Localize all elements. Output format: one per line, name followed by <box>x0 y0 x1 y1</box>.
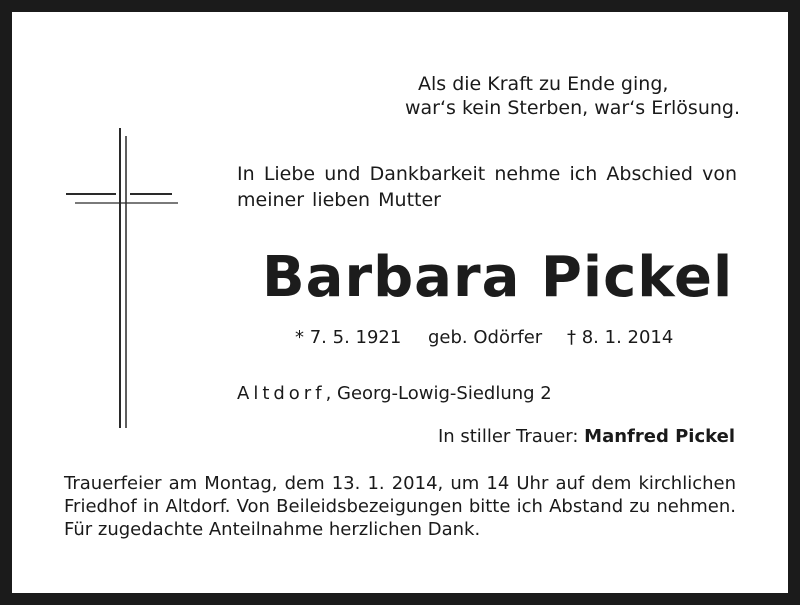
address <box>237 382 657 406</box>
deceased-name: Barbara Pickel <box>262 245 734 310</box>
mourner-signature <box>400 425 735 449</box>
verse-line: war‘s kein Sterben, war‘s Erlösung. <box>405 97 741 119</box>
birth-date: * 7. 5. 1921 <box>295 327 402 348</box>
address-street: , Georg-Lowig-Siedlung 2 <box>325 383 552 404</box>
verse <box>405 72 741 120</box>
maiden-name: geb. Odörfer <box>428 327 543 348</box>
death-date: † 8. 1. 2014 <box>567 327 674 348</box>
verse-line: Als die Kraft zu Ende ging, <box>418 73 669 95</box>
mourner-name: Manfred Pickel <box>584 426 735 447</box>
funeral-service-text: Trauerfeier am Montag, dem 13. 1. 2014, um 14 Uhr auf dem kirchlichen Friedhof in Altdorf. Von Beileidsbezeigungen bitte ich Abstand zu nehmen. Für zugedachte Anteilnahme herzlichen Dank. <box>64 473 736 540</box>
address-town: Altdorf <box>237 383 326 404</box>
farewell-intro: In Liebe und Dankbarkeit nehme ich Abschied von meiner lieben Mutter <box>237 163 737 211</box>
mourner-prefix: In stiller Trauer: <box>437 426 579 447</box>
